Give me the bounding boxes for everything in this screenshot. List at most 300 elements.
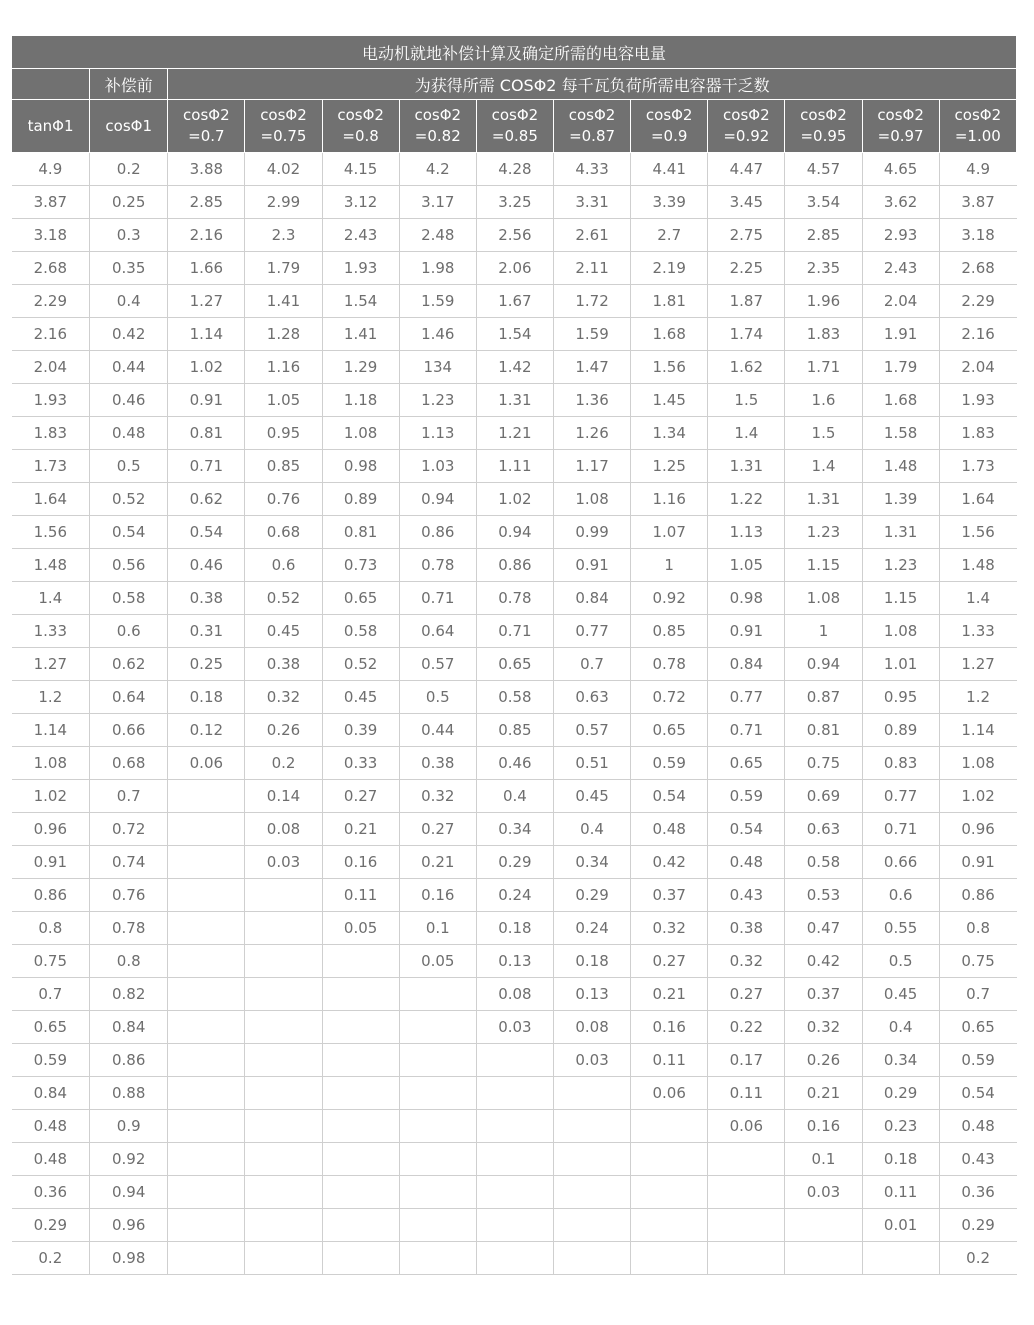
capacitor-value-cell: 0.16 bbox=[785, 1110, 862, 1143]
cos-cell: 0.72 bbox=[90, 813, 168, 846]
capacitor-value-cell: 2.16 bbox=[939, 318, 1016, 351]
capacitor-value-cell bbox=[476, 1242, 553, 1275]
capacitor-value-cell: 1.31 bbox=[476, 384, 553, 417]
tan-cell: 0.48 bbox=[12, 1110, 90, 1143]
capacitor-value-cell: 1.02 bbox=[168, 351, 245, 384]
tan-cell: 1.48 bbox=[12, 549, 90, 582]
capacitor-value-cell: 0.85 bbox=[476, 714, 553, 747]
capacitor-value-cell: 1.68 bbox=[631, 318, 708, 351]
capacitor-value-cell: 0.96 bbox=[939, 813, 1016, 846]
capacitor-value-cell: 2.7 bbox=[631, 219, 708, 252]
capacitor-value-cell: 1.41 bbox=[322, 318, 399, 351]
cos-cell: 0.92 bbox=[90, 1143, 168, 1176]
capacitor-value-cell: 0.78 bbox=[631, 648, 708, 681]
capacitor-value-cell: 1.13 bbox=[708, 516, 785, 549]
capacitor-value-cell: 0.42 bbox=[785, 945, 862, 978]
capacitor-value-cell: 0.37 bbox=[631, 879, 708, 912]
capacitor-value-cell: 0.12 bbox=[168, 714, 245, 747]
capacitor-value-cell: 2.68 bbox=[939, 252, 1016, 285]
capacitor-value-cell: 0.81 bbox=[785, 714, 862, 747]
capacitor-value-cell: 0.84 bbox=[553, 582, 630, 615]
capacitor-value-cell: 0.64 bbox=[399, 615, 476, 648]
capacitor-value-cell: 2.11 bbox=[553, 252, 630, 285]
capacitor-value-cell: 0.53 bbox=[785, 879, 862, 912]
compensation-table bbox=[11, 35, 1017, 1275]
capacitor-value-cell: 1.02 bbox=[476, 483, 553, 516]
capacitor-value-cell bbox=[245, 1011, 322, 1044]
column-header-target-line1: cosΦ2 bbox=[723, 106, 770, 124]
capacitor-value-cell: 0.52 bbox=[245, 582, 322, 615]
capacitor-value-cell bbox=[168, 912, 245, 945]
capacitor-value-cell: 1.72 bbox=[553, 285, 630, 318]
capacitor-value-cell: 1.01 bbox=[862, 648, 939, 681]
capacitor-value-cell: 2.25 bbox=[708, 252, 785, 285]
capacitor-value-cell: 1.16 bbox=[245, 351, 322, 384]
cos-cell: 0.2 bbox=[90, 153, 168, 186]
capacitor-value-cell: 0.75 bbox=[939, 945, 1016, 978]
table-row bbox=[12, 450, 1017, 483]
capacitor-value-cell: 0.71 bbox=[399, 582, 476, 615]
capacitor-value-cell: 2.19 bbox=[631, 252, 708, 285]
tan-cell: 1.4 bbox=[12, 582, 90, 615]
capacitor-value-cell: 0.08 bbox=[553, 1011, 630, 1044]
column-header-target-line1: cosΦ2 bbox=[183, 106, 230, 124]
capacitor-value-cell: 1.36 bbox=[553, 384, 630, 417]
capacitor-value-cell: 1.67 bbox=[476, 285, 553, 318]
table-row bbox=[12, 978, 1017, 1011]
capacitor-value-cell bbox=[708, 1209, 785, 1242]
capacitor-value-cell: 1.54 bbox=[322, 285, 399, 318]
capacitor-value-cell: 1.54 bbox=[476, 318, 553, 351]
capacitor-value-cell bbox=[476, 1044, 553, 1077]
cos-cell: 0.96 bbox=[90, 1209, 168, 1242]
table-row bbox=[12, 1044, 1017, 1077]
capacitor-value-cell bbox=[399, 1110, 476, 1143]
capacitor-value-cell: 1.31 bbox=[862, 516, 939, 549]
capacitor-value-cell: 0.21 bbox=[399, 846, 476, 879]
capacitor-value-cell bbox=[553, 1176, 630, 1209]
capacitor-value-cell: 0.7 bbox=[553, 648, 630, 681]
table-row bbox=[12, 285, 1017, 318]
capacitor-value-cell: 0.17 bbox=[708, 1044, 785, 1077]
capacitor-value-cell: 1.08 bbox=[553, 483, 630, 516]
capacitor-value-cell: 3.17 bbox=[399, 186, 476, 219]
capacitor-value-cell: 0.65 bbox=[708, 747, 785, 780]
capacitor-value-cell: 0.71 bbox=[862, 813, 939, 846]
capacitor-value-cell: 3.39 bbox=[631, 186, 708, 219]
capacitor-value-cell: 0.26 bbox=[785, 1044, 862, 1077]
cos-cell: 0.42 bbox=[90, 318, 168, 351]
capacitor-value-cell: 0.05 bbox=[322, 912, 399, 945]
cos-cell: 0.64 bbox=[90, 681, 168, 714]
capacitor-value-cell bbox=[399, 978, 476, 1011]
capacitor-value-cell: 1.05 bbox=[708, 549, 785, 582]
capacitor-value-cell: 1.5 bbox=[708, 384, 785, 417]
capacitor-value-cell: 2.48 bbox=[399, 219, 476, 252]
capacitor-value-cell: 0.23 bbox=[862, 1110, 939, 1143]
column-header-target bbox=[168, 100, 245, 153]
capacitor-value-cell: 0.06 bbox=[168, 747, 245, 780]
capacitor-value-cell: 0.34 bbox=[553, 846, 630, 879]
capacitor-value-cell: 0.51 bbox=[553, 747, 630, 780]
capacitor-value-cell bbox=[476, 1143, 553, 1176]
table-row bbox=[12, 219, 1017, 252]
capacitor-value-cell: 4.15 bbox=[322, 153, 399, 186]
capacitor-value-cell: 1.48 bbox=[862, 450, 939, 483]
table-row bbox=[12, 780, 1017, 813]
cos-cell: 0.68 bbox=[90, 747, 168, 780]
capacitor-value-cell: 0.14 bbox=[245, 780, 322, 813]
capacitor-value-cell: 0.81 bbox=[168, 417, 245, 450]
capacitor-value-cell: 1.58 bbox=[862, 417, 939, 450]
capacitor-value-cell: 0.32 bbox=[245, 681, 322, 714]
table-row bbox=[12, 846, 1017, 879]
table-row bbox=[12, 747, 1017, 780]
capacitor-value-cell: 1.21 bbox=[476, 417, 553, 450]
table-row bbox=[12, 1077, 1017, 1110]
capacitor-value-cell bbox=[322, 1209, 399, 1242]
table-row bbox=[12, 153, 1017, 186]
capacitor-value-cell: 1.18 bbox=[322, 384, 399, 417]
capacitor-value-cell: 1.56 bbox=[939, 516, 1016, 549]
capacitor-value-cell: 0.4 bbox=[476, 780, 553, 813]
tan-cell: 1.14 bbox=[12, 714, 90, 747]
table-row bbox=[12, 186, 1017, 219]
capacitor-value-cell: 3.12 bbox=[322, 186, 399, 219]
capacitor-value-cell: 0.27 bbox=[631, 945, 708, 978]
cos-cell: 0.9 bbox=[90, 1110, 168, 1143]
capacitor-value-cell: 0.39 bbox=[322, 714, 399, 747]
capacitor-value-cell: 0.16 bbox=[399, 879, 476, 912]
table-row bbox=[12, 582, 1017, 615]
capacitor-value-cell: 0.11 bbox=[708, 1077, 785, 1110]
capacitor-value-cell bbox=[168, 1044, 245, 1077]
capacitor-value-cell: 0.27 bbox=[399, 813, 476, 846]
capacitor-value-cell bbox=[168, 1209, 245, 1242]
capacitor-value-cell: 1.74 bbox=[708, 318, 785, 351]
tan-cell: 0.36 bbox=[12, 1176, 90, 1209]
capacitor-value-cell: 0.58 bbox=[785, 846, 862, 879]
table-row bbox=[12, 1143, 1017, 1176]
capacitor-value-cell: 0.21 bbox=[785, 1077, 862, 1110]
table-row bbox=[12, 1011, 1017, 1044]
table-row bbox=[12, 615, 1017, 648]
capacitor-value-cell: 4.33 bbox=[553, 153, 630, 186]
capacitor-value-cell: 0.54 bbox=[708, 813, 785, 846]
cos-cell: 0.58 bbox=[90, 582, 168, 615]
capacitor-value-cell: 1.41 bbox=[245, 285, 322, 318]
capacitor-value-cell: 0.29 bbox=[476, 846, 553, 879]
column-header-target-line2: =0.9 bbox=[650, 127, 688, 145]
capacitor-value-cell: 0.22 bbox=[708, 1011, 785, 1044]
capacitor-value-cell: 1.27 bbox=[168, 285, 245, 318]
tan-cell: 0.7 bbox=[12, 978, 90, 1011]
capacitor-value-cell: 1.48 bbox=[939, 549, 1016, 582]
capacitor-value-cell bbox=[245, 879, 322, 912]
tan-cell: 1.33 bbox=[12, 615, 90, 648]
capacitor-value-cell: 2.43 bbox=[862, 252, 939, 285]
capacitor-value-cell: 1.14 bbox=[939, 714, 1016, 747]
capacitor-value-cell: 0.45 bbox=[862, 978, 939, 1011]
capacitor-value-cell: 2.3 bbox=[245, 219, 322, 252]
tan-cell: 1.08 bbox=[12, 747, 90, 780]
capacitor-value-cell: 0.5 bbox=[399, 681, 476, 714]
capacitor-value-cell: 0.18 bbox=[168, 681, 245, 714]
column-header-target-line1: cosΦ2 bbox=[491, 106, 539, 124]
capacitor-value-cell: 0.38 bbox=[399, 747, 476, 780]
column-header-target bbox=[476, 100, 553, 153]
capacitor-value-cell: 0.59 bbox=[631, 747, 708, 780]
capacitor-value-cell: 0.81 bbox=[322, 516, 399, 549]
capacitor-value-cell: 1.17 bbox=[553, 450, 630, 483]
capacitor-value-cell bbox=[322, 1077, 399, 1110]
table-row bbox=[12, 945, 1017, 978]
capacitor-value-cell: 3.87 bbox=[939, 186, 1016, 219]
capacitor-value-cell bbox=[245, 1176, 322, 1209]
tan-cell: 4.9 bbox=[12, 153, 90, 186]
capacitor-value-cell: 0.4 bbox=[553, 813, 630, 846]
capacitor-value-cell: 4.2 bbox=[399, 153, 476, 186]
capacitor-value-cell bbox=[168, 1110, 245, 1143]
capacitor-value-cell: 0.59 bbox=[708, 780, 785, 813]
capacitor-value-cell: 0.06 bbox=[708, 1110, 785, 1143]
capacitor-value-cell: 1.91 bbox=[862, 318, 939, 351]
table-row bbox=[12, 351, 1017, 384]
capacitor-value-cell bbox=[553, 1077, 630, 1110]
capacitor-value-cell: 1.13 bbox=[399, 417, 476, 450]
capacitor-value-cell: 3.18 bbox=[939, 219, 1016, 252]
table-row bbox=[12, 648, 1017, 681]
capacitor-value-cell: 0.31 bbox=[168, 615, 245, 648]
capacitor-value-cell bbox=[476, 1077, 553, 1110]
capacitor-value-cell: 1.31 bbox=[708, 450, 785, 483]
capacitor-value-cell: 1.71 bbox=[785, 351, 862, 384]
column-header-target-line2: =0.87 bbox=[569, 127, 616, 145]
capacitor-value-cell: 1.73 bbox=[939, 450, 1016, 483]
capacitor-value-cell: 4.65 bbox=[862, 153, 939, 186]
capacitor-value-cell: 0.08 bbox=[245, 813, 322, 846]
capacitor-value-cell: 0.18 bbox=[553, 945, 630, 978]
capacitor-value-cell bbox=[476, 1176, 553, 1209]
capacitor-value-cell: 0.29 bbox=[939, 1209, 1016, 1242]
capacitor-value-cell: 0.72 bbox=[631, 681, 708, 714]
capacitor-value-cell bbox=[631, 1176, 708, 1209]
capacitor-value-cell: 0.94 bbox=[785, 648, 862, 681]
capacitor-value-cell: 0.43 bbox=[939, 1143, 1016, 1176]
column-header-row bbox=[12, 100, 1017, 153]
capacitor-value-cell: 0.59 bbox=[939, 1044, 1016, 1077]
capacitor-value-cell: 4.57 bbox=[785, 153, 862, 186]
capacitor-value-cell: 1.66 bbox=[168, 252, 245, 285]
capacitor-value-cell: 0.63 bbox=[553, 681, 630, 714]
capacitor-value-cell: 4.02 bbox=[245, 153, 322, 186]
capacitor-value-cell: 1.83 bbox=[939, 417, 1016, 450]
table-row bbox=[12, 318, 1017, 351]
capacitor-value-cell: 0.48 bbox=[939, 1110, 1016, 1143]
capacitor-value-cell: 1.03 bbox=[399, 450, 476, 483]
capacitor-value-cell: 0.54 bbox=[631, 780, 708, 813]
tan-cell: 0.91 bbox=[12, 846, 90, 879]
tan-cell: 0.84 bbox=[12, 1077, 90, 1110]
capacitor-value-cell: 0.77 bbox=[553, 615, 630, 648]
capacitor-value-cell: 0.26 bbox=[245, 714, 322, 747]
tan-cell: 0.75 bbox=[12, 945, 90, 978]
capacitor-value-cell bbox=[168, 1176, 245, 1209]
capacitor-value-cell: 2.04 bbox=[862, 285, 939, 318]
capacitor-value-cell bbox=[708, 1143, 785, 1176]
capacitor-value-cell: 2.85 bbox=[785, 219, 862, 252]
table-row bbox=[12, 714, 1017, 747]
capacitor-value-cell: 0.08 bbox=[476, 978, 553, 1011]
capacitor-value-cell bbox=[399, 1044, 476, 1077]
capacitor-value-cell: 0.84 bbox=[708, 648, 785, 681]
cos-cell: 0.35 bbox=[90, 252, 168, 285]
capacitor-value-cell: 1.28 bbox=[245, 318, 322, 351]
column-header-target bbox=[245, 100, 322, 153]
capacitor-value-cell: 1.29 bbox=[322, 351, 399, 384]
capacitor-value-cell bbox=[862, 1242, 939, 1275]
capacitor-value-cell: 1.6 bbox=[785, 384, 862, 417]
cos-cell: 0.46 bbox=[90, 384, 168, 417]
column-header-target bbox=[399, 100, 476, 153]
capacitor-value-cell: 0.94 bbox=[399, 483, 476, 516]
capacitor-value-cell bbox=[631, 1209, 708, 1242]
capacitor-value-cell: 0.06 bbox=[631, 1077, 708, 1110]
table-row bbox=[12, 1110, 1017, 1143]
capacitor-value-cell: 1.05 bbox=[245, 384, 322, 417]
capacitor-value-cell: 0.91 bbox=[708, 615, 785, 648]
cos-cell: 0.62 bbox=[90, 648, 168, 681]
capacitor-value-cell: 1.59 bbox=[399, 285, 476, 318]
tan-cell: 2.04 bbox=[12, 351, 90, 384]
tan-cell: 0.59 bbox=[12, 1044, 90, 1077]
tan-cell: 2.29 bbox=[12, 285, 90, 318]
capacitor-value-cell bbox=[168, 945, 245, 978]
capacitor-value-cell: 1.47 bbox=[553, 351, 630, 384]
capacitor-value-cell: 0.38 bbox=[708, 912, 785, 945]
capacitor-value-cell: 0.7 bbox=[939, 978, 1016, 1011]
capacitor-value-cell: 0.44 bbox=[399, 714, 476, 747]
capacitor-value-cell: 0.03 bbox=[785, 1176, 862, 1209]
capacitor-value-cell bbox=[245, 1077, 322, 1110]
capacitor-value-cell: 1.31 bbox=[785, 483, 862, 516]
capacitor-value-cell bbox=[245, 1044, 322, 1077]
capacitor-value-cell: 2.99 bbox=[245, 186, 322, 219]
column-header-target-line1: cosΦ2 bbox=[645, 106, 693, 124]
capacitor-value-cell: 0.87 bbox=[785, 681, 862, 714]
capacitor-value-cell: 1.08 bbox=[322, 417, 399, 450]
capacitor-value-cell: 1.27 bbox=[939, 648, 1016, 681]
tan-cell: 0.2 bbox=[12, 1242, 90, 1275]
capacitor-value-cell bbox=[168, 978, 245, 1011]
cos-cell: 0.76 bbox=[90, 879, 168, 912]
capacitor-value-cell bbox=[399, 1242, 476, 1275]
capacitor-value-cell: 0.18 bbox=[862, 1143, 939, 1176]
cos-cell: 0.88 bbox=[90, 1077, 168, 1110]
capacitor-value-cell: 1.46 bbox=[399, 318, 476, 351]
capacitor-value-cell: 0.65 bbox=[322, 582, 399, 615]
tan-cell: 0.29 bbox=[12, 1209, 90, 1242]
target-group-label: 为获得所需 COSΦ2 每千瓦负荷所需电容器干乏数 bbox=[168, 69, 1017, 100]
column-header-target-line1: cosΦ2 bbox=[414, 106, 462, 124]
capacitor-value-cell: 2.04 bbox=[939, 351, 1016, 384]
capacitor-value-cell: 0.27 bbox=[708, 978, 785, 1011]
capacitor-value-cell: 1.56 bbox=[631, 351, 708, 384]
capacitor-value-cell: 1.25 bbox=[631, 450, 708, 483]
capacitor-value-cell: 0.03 bbox=[553, 1044, 630, 1077]
column-header-target-line2: =0.85 bbox=[491, 127, 538, 145]
cos-cell: 0.48 bbox=[90, 417, 168, 450]
capacitor-value-cell: 4.47 bbox=[708, 153, 785, 186]
tan-cell: 1.73 bbox=[12, 450, 90, 483]
capacitor-value-cell: 0.11 bbox=[862, 1176, 939, 1209]
capacitor-value-cell: 4.9 bbox=[939, 153, 1016, 186]
capacitor-value-cell bbox=[476, 1110, 553, 1143]
capacitor-value-cell: 0.99 bbox=[553, 516, 630, 549]
tan-cell: 1.64 bbox=[12, 483, 90, 516]
capacitor-value-cell: 3.25 bbox=[476, 186, 553, 219]
table-row bbox=[12, 813, 1017, 846]
capacitor-value-cell bbox=[245, 1110, 322, 1143]
capacitor-value-cell: 0.86 bbox=[476, 549, 553, 582]
capacitor-value-cell: 0.21 bbox=[631, 978, 708, 1011]
column-header-target-line2: =0.95 bbox=[800, 127, 847, 145]
column-header-target-line2: =0.97 bbox=[877, 127, 924, 145]
capacitor-value-cell: 0.91 bbox=[553, 549, 630, 582]
capacitor-value-cell: 0.46 bbox=[168, 549, 245, 582]
column-header-target bbox=[631, 100, 708, 153]
capacitor-value-cell: 2.16 bbox=[168, 219, 245, 252]
capacitor-value-cell: 3.45 bbox=[708, 186, 785, 219]
capacitor-value-cell bbox=[322, 1110, 399, 1143]
capacitor-value-cell: 3.88 bbox=[168, 153, 245, 186]
capacitor-value-cell: 0.75 bbox=[785, 747, 862, 780]
column-header-target-line1: cosΦ2 bbox=[800, 106, 847, 124]
cos-cell: 0.94 bbox=[90, 1176, 168, 1209]
capacitor-value-cell: 0.8 bbox=[939, 912, 1016, 945]
table-row bbox=[12, 1176, 1017, 1209]
capacitor-value-cell: 3.54 bbox=[785, 186, 862, 219]
capacitor-value-cell: 4.41 bbox=[631, 153, 708, 186]
capacitor-value-cell: 0.52 bbox=[322, 648, 399, 681]
capacitor-value-cell bbox=[785, 1242, 862, 1275]
capacitor-value-cell: 1.4 bbox=[939, 582, 1016, 615]
cos-cell: 0.56 bbox=[90, 549, 168, 582]
capacitor-value-cell: 1.5 bbox=[785, 417, 862, 450]
cos-cell: 0.25 bbox=[90, 186, 168, 219]
capacitor-value-cell: 0.03 bbox=[245, 846, 322, 879]
tan-cell: 2.16 bbox=[12, 318, 90, 351]
capacitor-value-cell: 0.2 bbox=[939, 1242, 1016, 1275]
capacitor-value-cell bbox=[168, 879, 245, 912]
capacitor-value-cell: 0.29 bbox=[553, 879, 630, 912]
capacitor-value-cell: 2.56 bbox=[476, 219, 553, 252]
capacitor-value-cell: 0.2 bbox=[245, 747, 322, 780]
capacitor-value-cell: 1.39 bbox=[862, 483, 939, 516]
capacitor-value-cell: 1.11 bbox=[476, 450, 553, 483]
capacitor-value-cell bbox=[168, 1011, 245, 1044]
capacitor-value-cell: 1.4 bbox=[785, 450, 862, 483]
capacitor-value-cell bbox=[245, 1242, 322, 1275]
table-row bbox=[12, 252, 1017, 285]
capacitor-value-cell: 0.32 bbox=[785, 1011, 862, 1044]
capacitor-value-cell: 1.2 bbox=[939, 681, 1016, 714]
cos-cell: 0.3 bbox=[90, 219, 168, 252]
capacitor-value-cell: 1.83 bbox=[785, 318, 862, 351]
cos-cell: 0.82 bbox=[90, 978, 168, 1011]
capacitor-value-cell: 1.81 bbox=[631, 285, 708, 318]
capacitor-value-cell: 1.79 bbox=[245, 252, 322, 285]
